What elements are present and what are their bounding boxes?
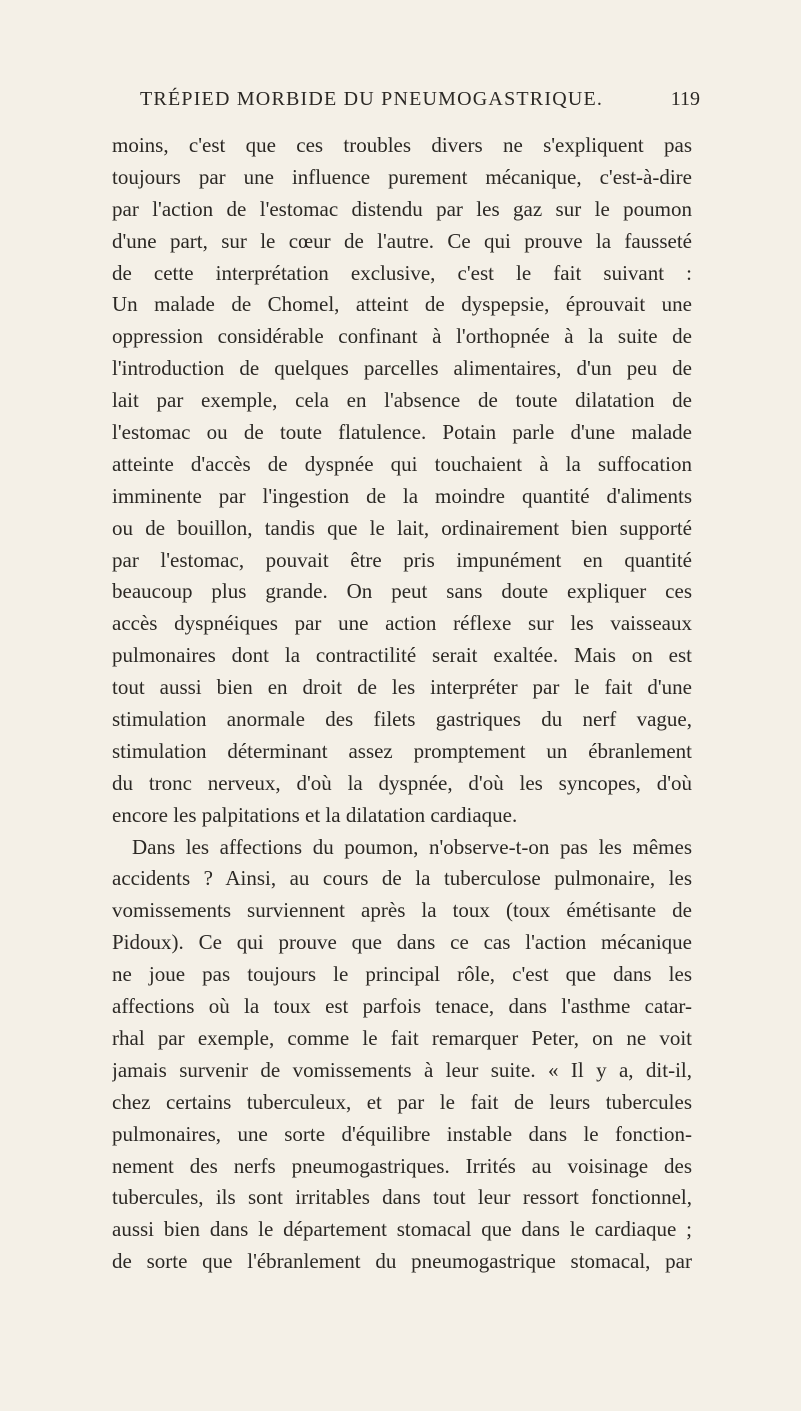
text-line: par l'estomac, pouvait être pris impunément en quantité [112,547,692,572]
text-line: pulmonaires dont la contractilité serait exaltée. Mais on est [112,643,692,668]
text-line: chez certains tuberculeux, et par le fait de leurs tubercules [112,1089,692,1114]
text-line: moins, c'est que ces troubles divers ne s'expliquent pas [112,133,692,157]
text-line: pulmonaires, une sorte d'équilibre instable dans le fonction- [112,1121,692,1146]
text-line: stimulation déterminant assez promptement un ébranlement [112,738,692,763]
paragraph [112,130,692,832]
text-line: affections où la toux est parfois tenace, dans l'asthme catar- [112,994,692,1019]
text-line: de sorte que l'ébranlement du pneumogastrique stomacal, par [112,1249,692,1274]
running-head [140,88,700,118]
text-line: ne joue pas toujours le principal rôle, c'est que dans les [112,962,692,987]
text-line: l'introduction de quelques parcelles alimentaires, d'un peu de [112,356,692,381]
text-line: vomissements surviennent après la toux (toux émétisante de [112,898,692,923]
text-line: Un malade de Chomel, atteint de dyspepsie, éprouvait une [112,292,692,317]
text-line: tubercules, ils sont irritables dans tout leur ressort fonctionnel, [112,1185,692,1210]
text-line: jamais survenir de vomissements à leur suite. « Il y a, dit-il, [112,1057,692,1082]
text-line: l'estomac ou de toute flatulence. Potain parle d'une malade [112,420,692,445]
paragraph [112,832,692,1278]
text-line: stimulation anormale des filets gastriques du nerf vague, [112,707,692,732]
text-line: par l'action de l'estomac distendu par les gaz sur le poumon [112,196,692,221]
text-line: encore les palpitations et la dilatation cardiaque. [112,802,518,827]
body-text [112,130,692,1278]
text-line: accidents ? Ainsi, au cours de la tuberculose pulmonaire, les [112,866,692,891]
text-line: d'une part, sur le cœur de l'autre. Ce qui prouve la fausseté [112,228,692,253]
text-line: atteinte d'accès de dyspnée qui touchaient à la suffocation [112,451,692,476]
text-line: de cette interprétation exclusive, c'est le fait suivant : [112,260,692,285]
running-title: TRÉPIED MORBIDE DU PNEUMOGASTRIQUE. [140,88,604,110]
text-line: accès dyspnéiques par une action réflexe sur les vaisseaux [112,611,692,636]
text-line: Dans les affections du poumon, n'observe-t-on pas les mêmes [132,834,692,859]
text-line: nement des nerfs pneumogastriques. Irrités au voisinage des [112,1153,692,1178]
text-line: aussi bien dans le département stomacal que dans le cardiaque ; [112,1217,692,1242]
text-line: rhal par exemple, comme le fait remarquer Peter, on ne voit [112,1025,692,1050]
text-line: Pidoux). Ce qui prouve que dans ce cas l'action mécanique [112,930,692,955]
text-line: imminente par l'ingestion de la moindre quantité d'aliments [112,483,692,508]
text-line: toujours par une influence purement mécanique, c'est-à-dire [112,164,692,189]
text-line: tout aussi bien en droit de les interpréter par le fait d'une [112,675,692,700]
text-line: ou de bouillon, tandis que le lait, ordinairement bien supporté [112,515,692,540]
page-number: 119 [670,88,700,110]
text-line: beaucoup plus grande. On peut sans doute expliquer ces [112,579,692,604]
text-line: du tronc nerveux, d'où la dyspnée, d'où les syncopes, d'où [112,770,692,795]
text-line: lait par exemple, cela en l'absence de toute dilatation de [112,388,692,413]
text-line: oppression considérable confinant à l'orthopnée à la suite de [112,324,692,349]
